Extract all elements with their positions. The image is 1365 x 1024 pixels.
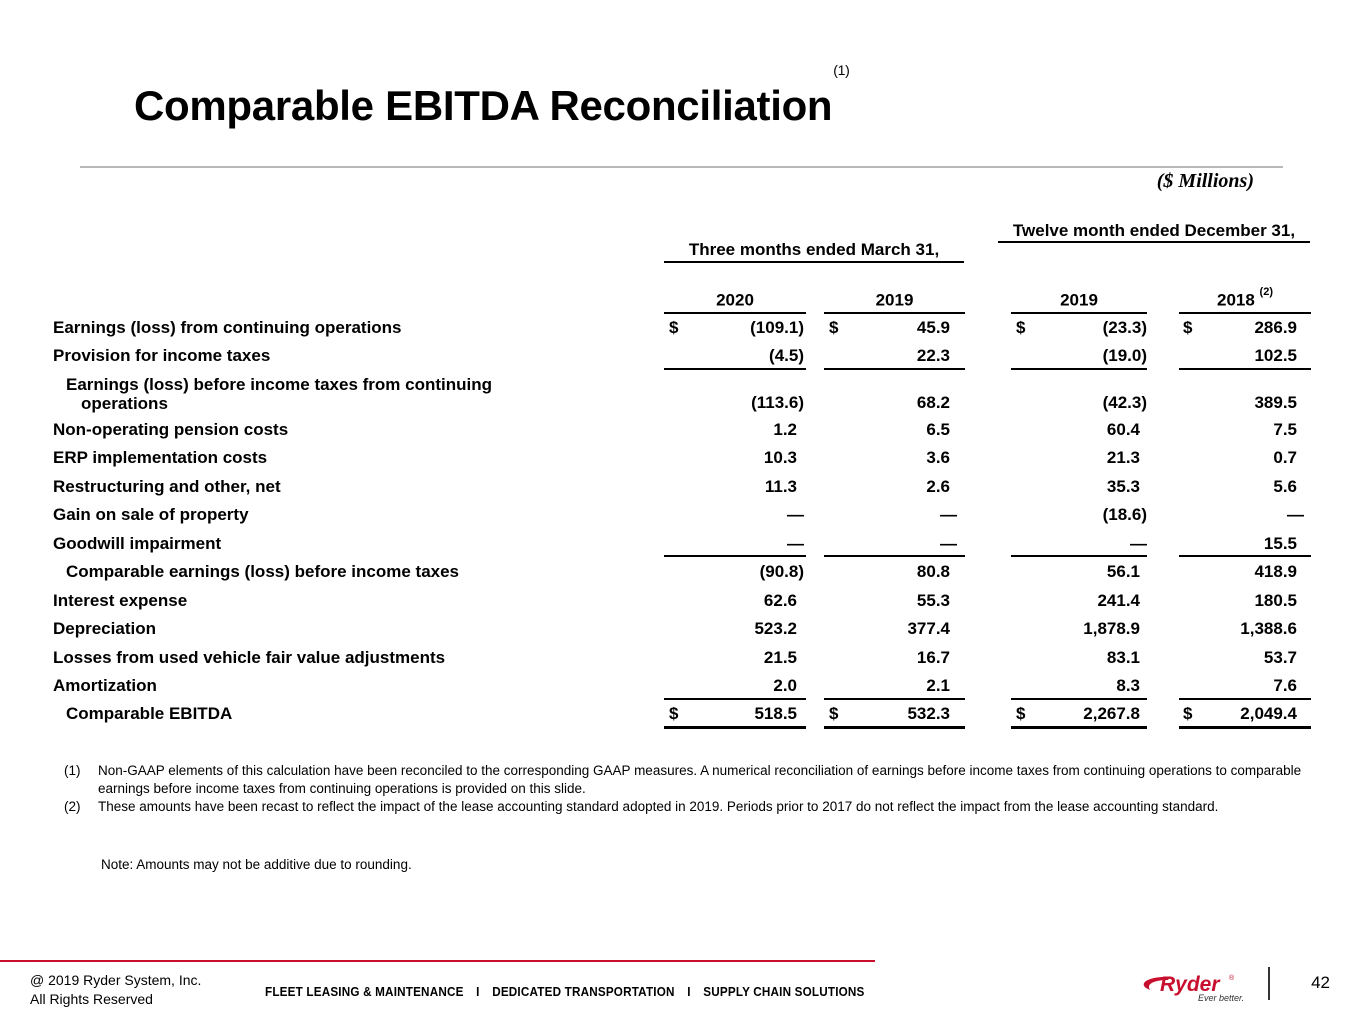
table-cell: (19.0) bbox=[1102, 346, 1147, 365]
currency-symbol: $ bbox=[669, 318, 679, 337]
table-cell: 2.6 bbox=[926, 477, 950, 496]
total-rule bbox=[1179, 698, 1311, 700]
table-cell: 7.5 bbox=[1273, 420, 1297, 439]
subtotal-rule bbox=[824, 368, 965, 370]
currency-symbol: $ bbox=[1016, 318, 1026, 337]
column-header-2019-fy: 2019 bbox=[1011, 290, 1147, 314]
table-cell: 10.3 bbox=[763, 448, 797, 467]
table-cell: (18.6) bbox=[1102, 505, 1147, 524]
row-label: Amortization bbox=[53, 676, 157, 695]
table-cell: 286.9 bbox=[1254, 318, 1297, 337]
table-cell: 21.3 bbox=[1106, 448, 1140, 467]
row-label: Goodwill impairment bbox=[53, 534, 222, 553]
table-cell: 53.7 bbox=[1263, 648, 1297, 667]
table-cell: — bbox=[787, 534, 804, 553]
row-label: Non-operating pension costs bbox=[53, 420, 289, 439]
currency-symbol: $ bbox=[1183, 318, 1193, 337]
table-cell: 11.3 bbox=[764, 477, 797, 496]
double-underline bbox=[664, 726, 806, 729]
table-cell: 180.5 bbox=[1254, 591, 1297, 610]
logo-tagline: Ever better. bbox=[1198, 993, 1245, 1003]
subtotal-rule bbox=[664, 368, 806, 370]
row-label: ERP implementation costs bbox=[53, 448, 268, 467]
column-header-2019-q1: 2019 bbox=[824, 290, 965, 314]
table-cell: 5.6 bbox=[1273, 477, 1297, 496]
table-cell: 35.3 bbox=[1106, 477, 1140, 496]
header-twelve-months: Twelve month ended December 31, bbox=[998, 221, 1310, 243]
table-cell: (90.8) bbox=[759, 562, 804, 581]
footnote-2: (2) These amounts have been recast to reflect the impact of the lease accounting standard adopted in 2019. Periods prior to 2017 do not reflect the impact from the lease accounting standard. bbox=[64, 799, 1219, 814]
table-cell: (23.3) bbox=[1102, 318, 1147, 337]
table-cell: 0.7 bbox=[1273, 448, 1297, 467]
table-cell: 62.6 bbox=[763, 591, 797, 610]
table-cell: 45.9 bbox=[916, 318, 950, 337]
page-number: 42 bbox=[1311, 973, 1330, 992]
table-cell: 102.5 bbox=[1254, 346, 1297, 365]
table-cell: 15.5 bbox=[1263, 534, 1297, 553]
logo-registered-mark: ® bbox=[1229, 975, 1235, 982]
row-label: Depreciation bbox=[53, 619, 156, 638]
table-cell: 2.1 bbox=[926, 676, 950, 695]
table-cell: 1.2 bbox=[773, 420, 797, 439]
logo-wordmark: Ryder bbox=[1160, 973, 1220, 996]
table-cell: (4.5) bbox=[769, 346, 804, 365]
total-rule bbox=[664, 698, 806, 700]
copyright: @ 2019 Ryder System, Inc. All Rights Reserved bbox=[30, 972, 202, 1007]
row-label: Interest expense bbox=[53, 591, 188, 610]
table-cell: 523.2 bbox=[754, 619, 797, 638]
table-cell: 6.5 bbox=[926, 420, 950, 439]
table-cell: 3.6 bbox=[926, 448, 950, 467]
footer-divider bbox=[0, 960, 875, 962]
table-cell: — bbox=[1130, 534, 1147, 553]
table-cell: — bbox=[940, 534, 957, 553]
table-cell: 241.4 bbox=[1097, 591, 1140, 610]
column-header-2018-fy: 2018 $^{(2)}$ bbox=[1179, 290, 1311, 314]
table-cell: 56.1 bbox=[1106, 562, 1140, 581]
double-underline bbox=[1179, 726, 1311, 729]
currency-symbol: $ bbox=[669, 704, 679, 723]
subtotal-rule bbox=[664, 555, 806, 557]
logo-divider bbox=[1268, 967, 1270, 1000]
ryder-logo bbox=[1136, 968, 1251, 1006]
table-cell: 7.6 bbox=[1273, 676, 1297, 695]
units-label: ($ Millions) bbox=[1156, 170, 1254, 192]
table-cell: 2,049.4 bbox=[1240, 704, 1297, 723]
business-segments: FLEET LEASING & MAINTENANCE I DEDICATED TRANSPORTATION I SUPPLY CHAIN SOLUTIONS bbox=[265, 984, 865, 999]
table-cell: 8.3 bbox=[1116, 676, 1140, 695]
total-rule bbox=[1011, 698, 1147, 700]
footnote-1: (1) Non-GAAP elements of this calculation have been reconciled to the corresponding GAAP measures. A numerical reconciliation of earnings before income taxes from continuing operations to comparable earnings before income taxes from continuing operations is provided on this slide. bbox=[64, 763, 1302, 796]
row-label: Comparable earnings (loss) before income taxes bbox=[66, 562, 460, 581]
table-cell: — bbox=[940, 505, 957, 524]
row-label: Restructuring and other, net bbox=[53, 477, 281, 496]
rounding-note: Note: Amounts may not be additive due to rounding. bbox=[101, 857, 412, 872]
row-label: Gain on sale of property bbox=[53, 505, 249, 524]
subtotal-rule bbox=[1011, 368, 1147, 370]
table-cell: 532.3 bbox=[907, 704, 950, 723]
header-three-months: Three months ended March 31, bbox=[664, 240, 964, 263]
currency-symbol: $ bbox=[829, 318, 839, 337]
row-label: Earnings (loss) before income taxes from continuing operations bbox=[66, 375, 493, 413]
row-label: Earnings (loss) from continuing operations bbox=[53, 318, 402, 337]
currency-symbol: $ bbox=[1183, 704, 1193, 723]
row-label: Provision for income taxes bbox=[53, 346, 271, 365]
row-label: Comparable EBITDA bbox=[66, 704, 233, 723]
subtotal-rule bbox=[824, 555, 965, 557]
row-label: Losses from used vehicle fair value adjustments bbox=[53, 648, 446, 667]
column-header-2020: 2020 bbox=[664, 290, 806, 314]
table-cell: 16.7 bbox=[916, 648, 950, 667]
table-cell: 2,267.8 bbox=[1083, 704, 1140, 723]
subtotal-rule bbox=[1179, 368, 1311, 370]
table-cell: 22.3 bbox=[916, 346, 950, 365]
table-cell: 377.4 bbox=[907, 619, 950, 638]
footnotes bbox=[64, 762, 1304, 816]
table-cell: 68.2 bbox=[916, 393, 950, 412]
table-cell: — bbox=[1287, 505, 1304, 524]
double-underline bbox=[824, 726, 965, 729]
table-cell: 21.5 bbox=[763, 648, 797, 667]
table-cell: (42.3) bbox=[1102, 393, 1147, 412]
double-underline bbox=[1011, 726, 1147, 729]
table-cell: 60.4 bbox=[1106, 420, 1140, 439]
title-footnote-marker: (1) bbox=[833, 62, 850, 78]
table-cell: 2.0 bbox=[773, 676, 797, 695]
table-cell: 1,878.9 bbox=[1083, 619, 1140, 638]
total-rule bbox=[824, 698, 965, 700]
table-cell: 518.5 bbox=[754, 704, 797, 723]
title-divider bbox=[80, 166, 1283, 168]
currency-symbol: $ bbox=[829, 704, 839, 723]
table-cell: 80.8 bbox=[916, 562, 950, 581]
subtotal-rule bbox=[1011, 555, 1147, 557]
table-cell: 55.3 bbox=[916, 591, 950, 610]
table-cell: 389.5 bbox=[1254, 393, 1297, 412]
table-cell: 418.9 bbox=[1254, 562, 1297, 581]
slide-title: Comparable EBITDA Reconciliation$^{(1)}$ bbox=[134, 62, 850, 129]
subtotal-rule bbox=[1179, 555, 1311, 557]
table-cell: — bbox=[787, 505, 804, 524]
table-cell: (113.6) bbox=[751, 393, 804, 412]
currency-symbol: $ bbox=[1016, 704, 1026, 723]
table-cell: (109.1) bbox=[750, 318, 804, 337]
table-cell: 1,388.6 bbox=[1240, 619, 1297, 638]
table-cell: 83.1 bbox=[1106, 648, 1140, 667]
